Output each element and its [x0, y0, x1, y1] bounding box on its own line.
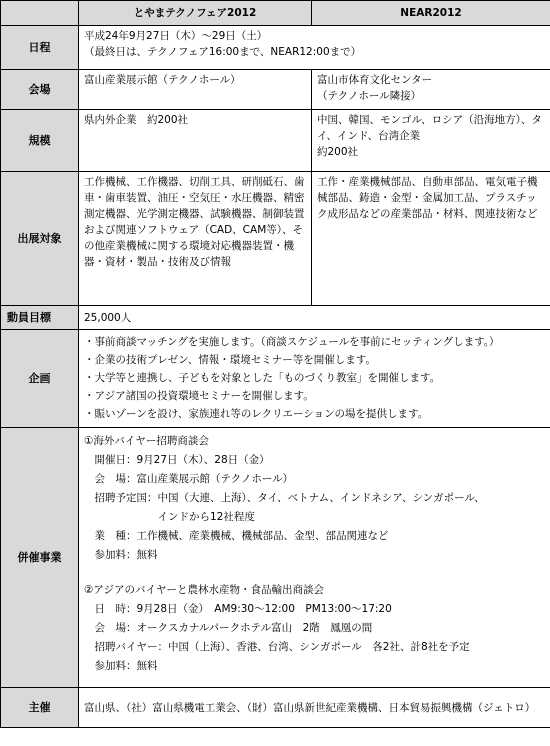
venue-near	[312, 70, 550, 110]
exhibits-near: 工作・産業機械部品、自動車部品、電気電子機械部品、鋳造・金型・金属加工品、プラスチック成形品などの産業部品・材料、関連技術など	[312, 172, 550, 306]
plan-row	[1, 330, 550, 428]
scale-line: 中国、韓国、モンゴル、ロシア（沿海地方）、タイ、インド、台湾企業	[317, 114, 542, 142]
plan-item: ・賑いゾーンを設け、家族連れ等のレクリエーションの場を提供します。	[84, 408, 429, 420]
header-near: NEAR2012	[312, 1, 550, 26]
events-row	[1, 428, 550, 688]
event2-line: 参加料：無料	[84, 660, 158, 672]
venue-technofair	[79, 70, 312, 110]
host-value: 富山県、（社）富山県機電工業会、（財）富山県新世紀産業機構、日本貿易振興機構（ジェトロ）	[79, 688, 550, 728]
header-technofair: とやまテクノフェア2012	[79, 1, 312, 26]
events-spacer	[84, 565, 545, 581]
target-row	[1, 306, 550, 330]
plan-item: ・事前商談マッチングを実施します。（商談スケジュールを事前にセッティングします。）	[84, 336, 500, 348]
plan-item: ・アジア諸国の投資環境セミナーを開催します。	[84, 390, 314, 402]
venue-row	[1, 70, 550, 110]
event1-line: 開催日：9月27日（木）、28日（金）	[84, 454, 270, 466]
event1-line: ①海外バイヤー招聘商談会	[84, 435, 209, 447]
venue-line: 富山市体育文化センター	[317, 74, 433, 86]
exhibits-label: 出展対象	[1, 172, 79, 306]
exhibits-technofair: 工作機械、工作機器、切削工具、研削砥石、歯車・歯車装置、油圧・空気圧・水圧機器、精密測定機器、光学測定機器、試験機器、制御装置および関連ソフトウェア（CAD、CAM等）、その他産業機械に関する環境対応機器装置・機器・資材・製品・技術及び情報	[79, 172, 312, 306]
plan-item: ・企業の技術プレゼン、情報・環境セミナー等を開催します。	[84, 354, 376, 366]
event1-line: 参加料：無料	[84, 549, 158, 561]
header-corner-cell	[1, 1, 79, 26]
scale-technofair	[79, 110, 312, 172]
schedule-line: （最終日は、テクノフェア16:00まで、NEAR12:00まで）	[84, 46, 362, 58]
schedule-line: 平成24年9月27日（木）～29日（土）	[84, 30, 268, 42]
scale-near	[312, 110, 550, 172]
host-row	[1, 688, 550, 728]
scale-label: 規模	[1, 110, 79, 172]
scale-line: 約200社	[317, 146, 359, 158]
schedule-row	[1, 26, 550, 70]
venue-line: （テクノホール隣接）	[317, 90, 422, 102]
plan-item: ・大学等と連携し、子どもを対象とした「ものづくり教室」を開催します。	[84, 372, 441, 384]
events-label: 併催事業	[1, 428, 79, 688]
event1-line: インドから12社程度	[84, 511, 255, 523]
event2-line: 会 場：オークスカナルパークホテル富山 2階 鳳凰の間	[84, 622, 373, 634]
event1-line: 会 場：富山産業展示館（テクノホール）	[84, 473, 294, 485]
event2-line: 日 時：9月28日（金） AM9:30～12:00 PM13:00～17:20	[84, 603, 392, 615]
events-value	[79, 428, 550, 688]
plan-value	[79, 330, 550, 428]
venue-label: 会場	[1, 70, 79, 110]
venue-line: 富山産業展示館（テクノホール）	[84, 74, 241, 86]
scale-line: 県内外企業 約200社	[84, 114, 189, 126]
event1-line: 業 種：工作機械、産業機械、機械部品、金型、部品関連など	[84, 530, 389, 542]
schedule-label: 日程	[1, 26, 79, 70]
scale-row	[1, 110, 550, 172]
target-value: 25,000人	[79, 306, 550, 330]
target-label: 動員目標	[1, 306, 79, 330]
event2-line: 招聘バイヤー：中国（上海）、香港、台湾、シンガポール 各2社、計8社を予定	[84, 641, 470, 653]
event2-line: ②アジアのバイヤーと農林水産物・食品輸出商談会	[84, 584, 324, 596]
host-label: 主催	[1, 688, 79, 728]
header-row	[1, 1, 550, 26]
schedule-value	[79, 26, 550, 70]
exhibits-row	[1, 172, 550, 306]
event1-line: 招聘予定国：中国（大連、上海）、タイ、ベトナム、インドネシア、シンガポール、	[84, 492, 485, 504]
plan-label: 企画	[1, 330, 79, 428]
